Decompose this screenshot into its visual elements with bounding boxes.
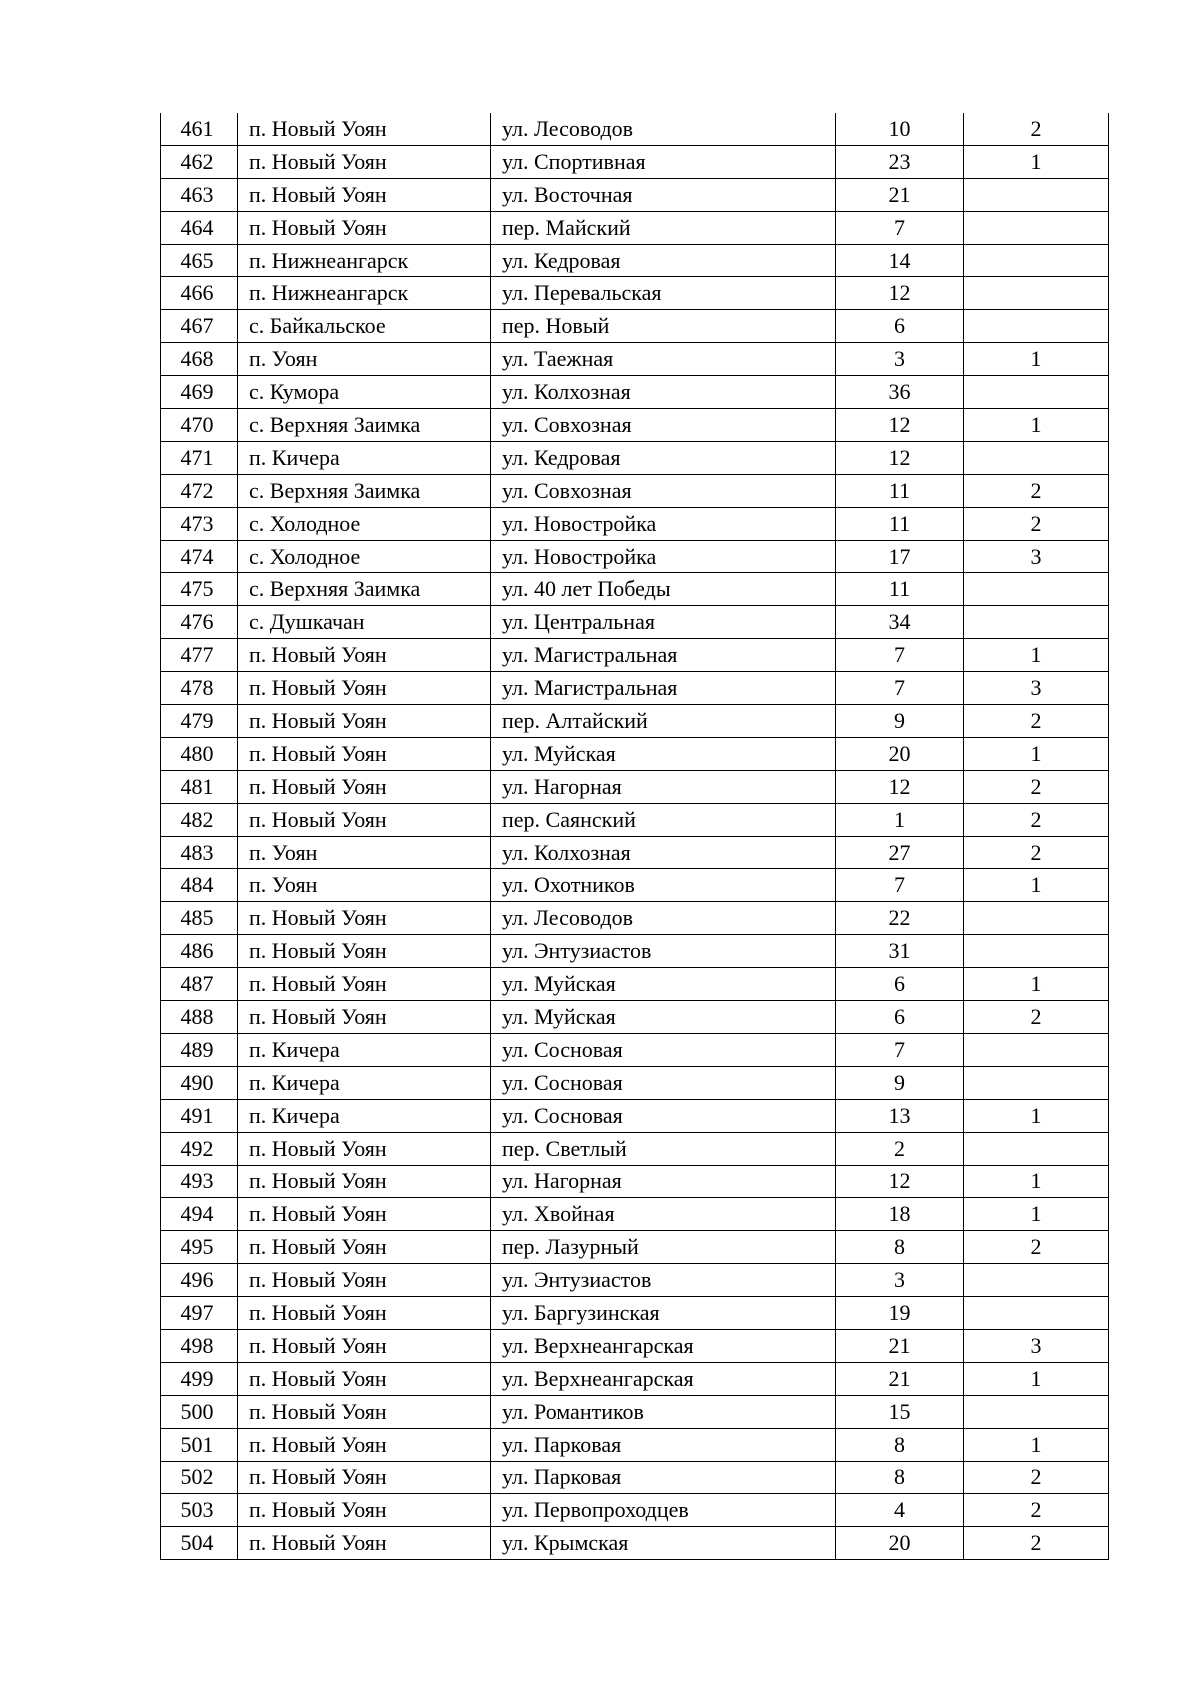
street-cell: ул. Баргузинская bbox=[491, 1297, 836, 1330]
table-row bbox=[161, 277, 1109, 310]
house-number-cell: 12 bbox=[836, 277, 964, 310]
street-cell: ул. Первопроходцев bbox=[491, 1494, 836, 1527]
apartment-number-cell: 1 bbox=[964, 1099, 1109, 1132]
table-row bbox=[161, 343, 1109, 376]
row-number-cell: 484 bbox=[161, 869, 238, 902]
house-number-cell: 4 bbox=[836, 1494, 964, 1527]
row-number-cell: 496 bbox=[161, 1264, 238, 1297]
street-cell: пер. Саянский bbox=[491, 803, 836, 836]
settlement-cell: п. Новый Уоян bbox=[238, 211, 491, 244]
settlement-cell: п. Новый Уоян bbox=[238, 145, 491, 178]
settlement-cell: п. Новый Уоян bbox=[238, 1329, 491, 1362]
settlement-cell: п. Новый Уоян bbox=[238, 1132, 491, 1165]
house-number-cell: 8 bbox=[836, 1461, 964, 1494]
settlement-cell: п. Новый Уоян bbox=[238, 803, 491, 836]
street-cell: пер. Алтайский bbox=[491, 705, 836, 738]
apartment-number-cell bbox=[964, 1066, 1109, 1099]
settlement-cell: с. Верхняя Заимка bbox=[238, 474, 491, 507]
settlement-cell: п. Новый Уоян bbox=[238, 1297, 491, 1330]
house-number-cell: 8 bbox=[836, 1428, 964, 1461]
settlement-cell: п. Новый Уоян bbox=[238, 1001, 491, 1034]
house-number-cell: 11 bbox=[836, 474, 964, 507]
row-number-cell: 482 bbox=[161, 803, 238, 836]
house-number-cell: 7 bbox=[836, 639, 964, 672]
apartment-number-cell: 2 bbox=[964, 1231, 1109, 1264]
settlement-cell: п. Нижнеангарск bbox=[238, 277, 491, 310]
apartment-number-cell bbox=[964, 310, 1109, 343]
house-number-cell: 19 bbox=[836, 1297, 964, 1330]
street-cell: ул. Восточная bbox=[491, 178, 836, 211]
table-row bbox=[161, 178, 1109, 211]
table-row bbox=[161, 672, 1109, 705]
street-cell: ул. Верхнеангарская bbox=[491, 1362, 836, 1395]
street-cell: ул. Сосновая bbox=[491, 1099, 836, 1132]
row-number-cell: 461 bbox=[161, 113, 238, 145]
address-table bbox=[160, 113, 1109, 1560]
row-number-cell: 477 bbox=[161, 639, 238, 672]
row-number-cell: 463 bbox=[161, 178, 238, 211]
table-row bbox=[161, 540, 1109, 573]
apartment-number-cell: 1 bbox=[964, 737, 1109, 770]
house-number-cell: 6 bbox=[836, 1001, 964, 1034]
house-number-cell: 8 bbox=[836, 1231, 964, 1264]
street-cell: пер. Майский bbox=[491, 211, 836, 244]
table-row bbox=[161, 1461, 1109, 1494]
row-number-cell: 502 bbox=[161, 1461, 238, 1494]
street-cell: ул. Охотников bbox=[491, 869, 836, 902]
house-number-cell: 9 bbox=[836, 1066, 964, 1099]
row-number-cell: 501 bbox=[161, 1428, 238, 1461]
street-cell: пер. Лазурный bbox=[491, 1231, 836, 1264]
settlement-cell: п. Новый Уоян bbox=[238, 178, 491, 211]
table-row bbox=[161, 606, 1109, 639]
settlement-cell: п. Новый Уоян bbox=[238, 1494, 491, 1527]
house-number-cell: 6 bbox=[836, 310, 964, 343]
row-number-cell: 504 bbox=[161, 1527, 238, 1560]
table-row bbox=[161, 869, 1109, 902]
row-number-cell: 467 bbox=[161, 310, 238, 343]
table-row bbox=[161, 737, 1109, 770]
apartment-number-cell: 3 bbox=[964, 672, 1109, 705]
table-row bbox=[161, 968, 1109, 1001]
apartment-number-cell: 1 bbox=[964, 343, 1109, 376]
table-row bbox=[161, 211, 1109, 244]
table-row bbox=[161, 705, 1109, 738]
apartment-number-cell: 2 bbox=[964, 113, 1109, 145]
row-number-cell: 499 bbox=[161, 1362, 238, 1395]
address-table-body bbox=[161, 113, 1109, 1560]
table-row bbox=[161, 1428, 1109, 1461]
settlement-cell: п. Новый Уоян bbox=[238, 902, 491, 935]
settlement-cell: п. Новый Уоян bbox=[238, 1231, 491, 1264]
street-cell: ул. Муйская bbox=[491, 1001, 836, 1034]
settlement-cell: п. Новый Уоян bbox=[238, 705, 491, 738]
settlement-cell: п. Новый Уоян bbox=[238, 737, 491, 770]
apartment-number-cell: 3 bbox=[964, 1329, 1109, 1362]
row-number-cell: 491 bbox=[161, 1099, 238, 1132]
apartment-number-cell: 1 bbox=[964, 968, 1109, 1001]
house-number-cell: 7 bbox=[836, 869, 964, 902]
house-number-cell: 20 bbox=[836, 737, 964, 770]
house-number-cell: 12 bbox=[836, 409, 964, 442]
street-cell: ул. Магистральная bbox=[491, 639, 836, 672]
row-number-cell: 494 bbox=[161, 1198, 238, 1231]
apartment-number-cell: 2 bbox=[964, 705, 1109, 738]
apartment-number-cell bbox=[964, 178, 1109, 211]
street-cell: ул. Спортивная bbox=[491, 145, 836, 178]
row-number-cell: 472 bbox=[161, 474, 238, 507]
apartment-number-cell bbox=[964, 1033, 1109, 1066]
table-row bbox=[161, 1066, 1109, 1099]
settlement-cell: п. Новый Уоян bbox=[238, 639, 491, 672]
house-number-cell: 9 bbox=[836, 705, 964, 738]
apartment-number-cell: 2 bbox=[964, 1001, 1109, 1034]
house-number-cell: 7 bbox=[836, 211, 964, 244]
street-cell: ул. Кедровая bbox=[491, 244, 836, 277]
house-number-cell: 3 bbox=[836, 1264, 964, 1297]
row-number-cell: 481 bbox=[161, 770, 238, 803]
street-cell: ул. Совхозная bbox=[491, 409, 836, 442]
settlement-cell: п. Новый Уоян bbox=[238, 113, 491, 145]
house-number-cell: 12 bbox=[836, 770, 964, 803]
row-number-cell: 495 bbox=[161, 1231, 238, 1264]
house-number-cell: 7 bbox=[836, 1033, 964, 1066]
table-row bbox=[161, 1395, 1109, 1428]
row-number-cell: 500 bbox=[161, 1395, 238, 1428]
street-cell: ул. Муйская bbox=[491, 968, 836, 1001]
street-cell: пер. Светлый bbox=[491, 1132, 836, 1165]
house-number-cell: 12 bbox=[836, 1165, 964, 1198]
apartment-number-cell bbox=[964, 244, 1109, 277]
table-row bbox=[161, 1099, 1109, 1132]
house-number-cell: 22 bbox=[836, 902, 964, 935]
apartment-number-cell: 1 bbox=[964, 145, 1109, 178]
apartment-number-cell bbox=[964, 1264, 1109, 1297]
apartment-number-cell: 1 bbox=[964, 409, 1109, 442]
table-row bbox=[161, 244, 1109, 277]
row-number-cell: 479 bbox=[161, 705, 238, 738]
table-row bbox=[161, 1001, 1109, 1034]
table-row bbox=[161, 145, 1109, 178]
table-row bbox=[161, 1362, 1109, 1395]
street-cell: ул. Лесоводов bbox=[491, 113, 836, 145]
street-cell: ул. Верхнеангарская bbox=[491, 1329, 836, 1362]
table-row bbox=[161, 474, 1109, 507]
street-cell: ул. Колхозная bbox=[491, 376, 836, 409]
street-cell: ул. Таежная bbox=[491, 343, 836, 376]
settlement-cell: п. Кичера bbox=[238, 1066, 491, 1099]
apartment-number-cell bbox=[964, 902, 1109, 935]
settlement-cell: п. Новый Уоян bbox=[238, 1264, 491, 1297]
settlement-cell: п. Уоян bbox=[238, 343, 491, 376]
house-number-cell: 21 bbox=[836, 1362, 964, 1395]
table-row bbox=[161, 1297, 1109, 1330]
settlement-cell: с. Байкальское bbox=[238, 310, 491, 343]
street-cell: ул. Сосновая bbox=[491, 1033, 836, 1066]
street-cell: ул. Крымская bbox=[491, 1527, 836, 1560]
settlement-cell: п. Уоян bbox=[238, 869, 491, 902]
apartment-number-cell: 1 bbox=[964, 1165, 1109, 1198]
apartment-number-cell bbox=[964, 277, 1109, 310]
street-cell: ул. Лесоводов bbox=[491, 902, 836, 935]
settlement-cell: п. Новый Уоян bbox=[238, 1362, 491, 1395]
street-cell: ул. Новостройка bbox=[491, 507, 836, 540]
street-cell: ул. Сосновая bbox=[491, 1066, 836, 1099]
row-number-cell: 474 bbox=[161, 540, 238, 573]
street-cell: ул. Романтиков bbox=[491, 1395, 836, 1428]
table-row bbox=[161, 310, 1109, 343]
street-cell: ул. Перевальская bbox=[491, 277, 836, 310]
street-cell: ул. Парковая bbox=[491, 1461, 836, 1494]
apartment-number-cell: 2 bbox=[964, 803, 1109, 836]
row-number-cell: 493 bbox=[161, 1165, 238, 1198]
apartment-number-cell: 2 bbox=[964, 770, 1109, 803]
settlement-cell: п. Кичера bbox=[238, 441, 491, 474]
row-number-cell: 497 bbox=[161, 1297, 238, 1330]
house-number-cell: 7 bbox=[836, 672, 964, 705]
row-number-cell: 468 bbox=[161, 343, 238, 376]
apartment-number-cell bbox=[964, 441, 1109, 474]
table-row bbox=[161, 639, 1109, 672]
settlement-cell: с. Холодное bbox=[238, 507, 491, 540]
apartment-number-cell bbox=[964, 935, 1109, 968]
house-number-cell: 21 bbox=[836, 1329, 964, 1362]
settlement-cell: с. Холодное bbox=[238, 540, 491, 573]
row-number-cell: 490 bbox=[161, 1066, 238, 1099]
settlement-cell: п. Новый Уоян bbox=[238, 770, 491, 803]
house-number-cell: 31 bbox=[836, 935, 964, 968]
row-number-cell: 462 bbox=[161, 145, 238, 178]
settlement-cell: п. Кичера bbox=[238, 1099, 491, 1132]
apartment-number-cell: 1 bbox=[964, 1198, 1109, 1231]
house-number-cell: 15 bbox=[836, 1395, 964, 1428]
house-number-cell: 6 bbox=[836, 968, 964, 1001]
table-row bbox=[161, 1264, 1109, 1297]
settlement-cell: с. Душкачан bbox=[238, 606, 491, 639]
table-row bbox=[161, 935, 1109, 968]
row-number-cell: 489 bbox=[161, 1033, 238, 1066]
row-number-cell: 469 bbox=[161, 376, 238, 409]
street-cell: ул. Магистральная bbox=[491, 672, 836, 705]
table-row bbox=[161, 1033, 1109, 1066]
table-row bbox=[161, 376, 1109, 409]
row-number-cell: 464 bbox=[161, 211, 238, 244]
row-number-cell: 480 bbox=[161, 737, 238, 770]
apartment-number-cell: 3 bbox=[964, 540, 1109, 573]
house-number-cell: 11 bbox=[836, 573, 964, 606]
settlement-cell: п. Новый Уоян bbox=[238, 1198, 491, 1231]
house-number-cell: 27 bbox=[836, 836, 964, 869]
apartment-number-cell: 1 bbox=[964, 1362, 1109, 1395]
settlement-cell: с. Верхняя Заимка bbox=[238, 409, 491, 442]
apartment-number-cell bbox=[964, 606, 1109, 639]
row-number-cell: 485 bbox=[161, 902, 238, 935]
street-cell: ул. Парковая bbox=[491, 1428, 836, 1461]
street-cell: ул. Энтузиастов bbox=[491, 1264, 836, 1297]
apartment-number-cell: 2 bbox=[964, 507, 1109, 540]
apartment-number-cell: 2 bbox=[964, 1494, 1109, 1527]
table-row bbox=[161, 1231, 1109, 1264]
apartment-number-cell bbox=[964, 211, 1109, 244]
settlement-cell: п. Новый Уоян bbox=[238, 1527, 491, 1560]
settlement-cell: п. Новый Уоян bbox=[238, 672, 491, 705]
row-number-cell: 488 bbox=[161, 1001, 238, 1034]
street-cell: ул. Муйская bbox=[491, 737, 836, 770]
house-number-cell: 21 bbox=[836, 178, 964, 211]
row-number-cell: 478 bbox=[161, 672, 238, 705]
street-cell: ул. Центральная bbox=[491, 606, 836, 639]
apartment-number-cell: 1 bbox=[964, 869, 1109, 902]
table-row bbox=[161, 507, 1109, 540]
table-row bbox=[161, 770, 1109, 803]
house-number-cell: 10 bbox=[836, 113, 964, 145]
row-number-cell: 466 bbox=[161, 277, 238, 310]
table-row bbox=[161, 1527, 1109, 1560]
table-row bbox=[161, 1165, 1109, 1198]
apartment-number-cell: 2 bbox=[964, 1461, 1109, 1494]
house-number-cell: 14 bbox=[836, 244, 964, 277]
table-row bbox=[161, 902, 1109, 935]
street-cell: ул. Совхозная bbox=[491, 474, 836, 507]
apartment-number-cell: 2 bbox=[964, 1527, 1109, 1560]
house-number-cell: 36 bbox=[836, 376, 964, 409]
settlement-cell: п. Новый Уоян bbox=[238, 1165, 491, 1198]
street-cell: ул. 40 лет Победы bbox=[491, 573, 836, 606]
street-cell: ул. Кедровая bbox=[491, 441, 836, 474]
row-number-cell: 487 bbox=[161, 968, 238, 1001]
house-number-cell: 13 bbox=[836, 1099, 964, 1132]
row-number-cell: 498 bbox=[161, 1329, 238, 1362]
house-number-cell: 12 bbox=[836, 441, 964, 474]
apartment-number-cell bbox=[964, 376, 1109, 409]
table-row bbox=[161, 1198, 1109, 1231]
settlement-cell: с. Верхняя Заимка bbox=[238, 573, 491, 606]
row-number-cell: 503 bbox=[161, 1494, 238, 1527]
house-number-cell: 20 bbox=[836, 1527, 964, 1560]
table-row bbox=[161, 409, 1109, 442]
table-row bbox=[161, 1494, 1109, 1527]
street-cell: ул. Хвойная bbox=[491, 1198, 836, 1231]
row-number-cell: 465 bbox=[161, 244, 238, 277]
street-cell: ул. Нагорная bbox=[491, 770, 836, 803]
apartment-number-cell: 2 bbox=[964, 836, 1109, 869]
house-number-cell: 18 bbox=[836, 1198, 964, 1231]
apartment-number-cell bbox=[964, 1395, 1109, 1428]
table-row bbox=[161, 1132, 1109, 1165]
apartment-number-cell: 2 bbox=[964, 474, 1109, 507]
row-number-cell: 475 bbox=[161, 573, 238, 606]
street-cell: ул. Нагорная bbox=[491, 1165, 836, 1198]
table-row bbox=[161, 573, 1109, 606]
house-number-cell: 3 bbox=[836, 343, 964, 376]
apartment-number-cell bbox=[964, 573, 1109, 606]
house-number-cell: 34 bbox=[836, 606, 964, 639]
apartment-number-cell bbox=[964, 1132, 1109, 1165]
house-number-cell: 17 bbox=[836, 540, 964, 573]
house-number-cell: 2 bbox=[836, 1132, 964, 1165]
street-cell: ул. Новостройка bbox=[491, 540, 836, 573]
table-row bbox=[161, 803, 1109, 836]
row-number-cell: 486 bbox=[161, 935, 238, 968]
row-number-cell: 471 bbox=[161, 441, 238, 474]
settlement-cell: п. Кичера bbox=[238, 1033, 491, 1066]
row-number-cell: 492 bbox=[161, 1132, 238, 1165]
street-cell: пер. Новый bbox=[491, 310, 836, 343]
apartment-number-cell: 1 bbox=[964, 1428, 1109, 1461]
row-number-cell: 470 bbox=[161, 409, 238, 442]
settlement-cell: п. Новый Уоян bbox=[238, 935, 491, 968]
table-row bbox=[161, 1329, 1109, 1362]
house-number-cell: 11 bbox=[836, 507, 964, 540]
apartment-number-cell: 1 bbox=[964, 639, 1109, 672]
apartment-number-cell bbox=[964, 1297, 1109, 1330]
table-row bbox=[161, 836, 1109, 869]
settlement-cell: п. Нижнеангарск bbox=[238, 244, 491, 277]
settlement-cell: п. Новый Уоян bbox=[238, 1461, 491, 1494]
row-number-cell: 473 bbox=[161, 507, 238, 540]
row-number-cell: 483 bbox=[161, 836, 238, 869]
settlement-cell: с. Кумора bbox=[238, 376, 491, 409]
settlement-cell: п. Новый Уоян bbox=[238, 968, 491, 1001]
house-number-cell: 1 bbox=[836, 803, 964, 836]
street-cell: ул. Энтузиастов bbox=[491, 935, 836, 968]
settlement-cell: п. Новый Уоян bbox=[238, 1428, 491, 1461]
street-cell: ул. Колхозная bbox=[491, 836, 836, 869]
settlement-cell: п. Уоян bbox=[238, 836, 491, 869]
row-number-cell: 476 bbox=[161, 606, 238, 639]
table-row bbox=[161, 441, 1109, 474]
settlement-cell: п. Новый Уоян bbox=[238, 1395, 491, 1428]
table-row bbox=[161, 113, 1109, 145]
house-number-cell: 23 bbox=[836, 145, 964, 178]
